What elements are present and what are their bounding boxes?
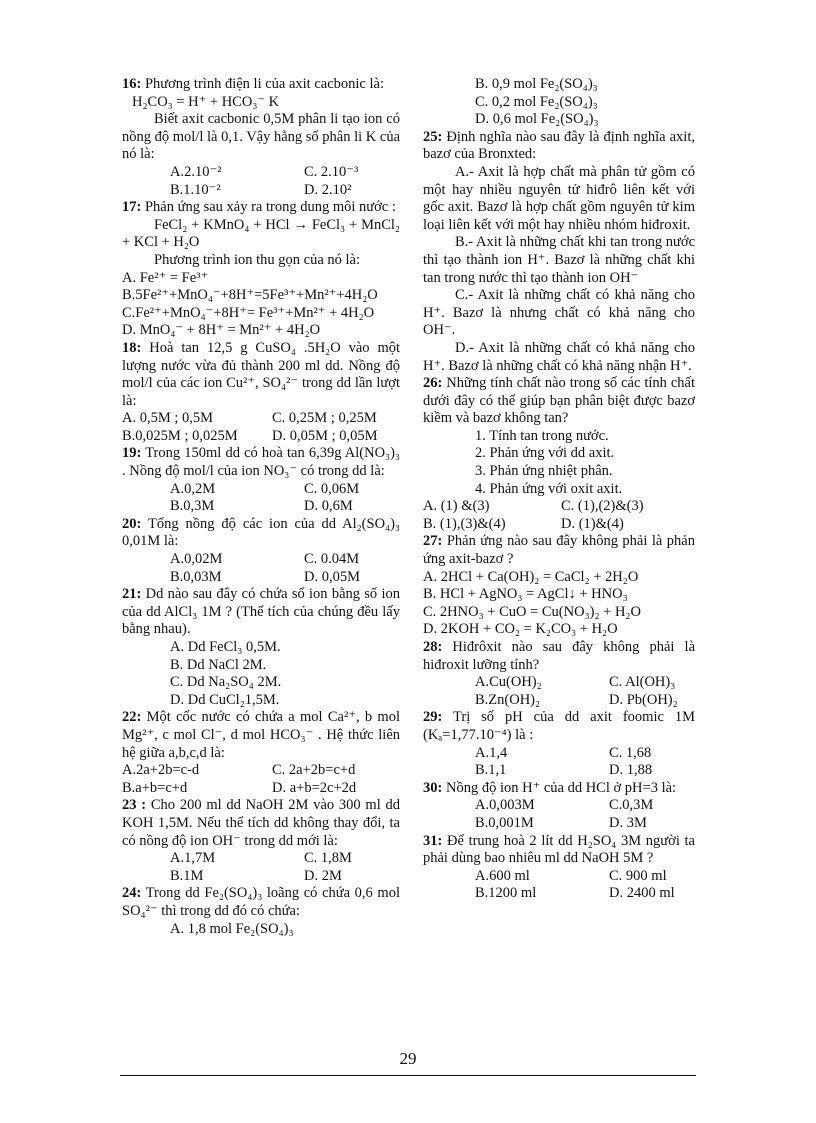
option-d: D. 2KOH + CO₂ = K₂CO₃ + H₂O bbox=[423, 621, 618, 638]
question-18 bbox=[122, 340, 400, 446]
option-b: B.0,001M bbox=[475, 814, 534, 831]
option-c: C. Dd Na₂SO₄ 2M. bbox=[170, 674, 282, 691]
option-d: D. Pb(OH)₂ bbox=[609, 691, 678, 708]
question-stem: Hoà tan 12,5 g CuSO₄ .5H₂O vào một lượng nước vừa đủ thành 200 ml dd. Nồng độ mol/l của các ion Cu²⁺, SO₄²⁻ trong dd lần lượt là: bbox=[122, 339, 400, 409]
option-d: D. a+b=2c+2d bbox=[272, 779, 357, 796]
option-b: B.1200 ml bbox=[475, 885, 537, 902]
question-stem: Tổng nồng độ các ion của dd Al₂(SO₄)₃ 0,01M là: bbox=[122, 515, 400, 550]
question-27 bbox=[423, 533, 695, 639]
question-26 bbox=[423, 375, 695, 533]
option-a: A.600 ml bbox=[475, 867, 530, 884]
option-a: A. Dd FeCl₃ 0,5M. bbox=[170, 639, 281, 655]
equation: FeCl₂ + KMnO₄ + HCl → FeCl₃ + MnCl₂ + KCl + H₂O bbox=[122, 216, 400, 251]
option-c: C. 2HNO₃ + CuO = Cu(NO₃)₂ + H₂O bbox=[423, 603, 641, 620]
question-19 bbox=[122, 445, 400, 515]
question-21 bbox=[122, 586, 400, 709]
option-a: A.0,02M bbox=[170, 551, 223, 568]
option-d: D.- Axit là những chất có khả năng cho H⁺. Bazơ là những chất có khả năng nhận H⁺. bbox=[423, 339, 695, 374]
question-number: 18: bbox=[122, 339, 142, 356]
option-a: A. Fe²⁺ = Fe³⁺ bbox=[122, 269, 209, 286]
option-c: C. 0.04M bbox=[304, 551, 360, 568]
property-3: 3. Phản ứng nhiệt phân. bbox=[475, 463, 613, 480]
option-a: A. 2HCl + Ca(OH)₂ = CaCl₂ + 2H₂O bbox=[423, 568, 639, 585]
option-a: A.2.10⁻² bbox=[170, 163, 222, 180]
option-c: C.Fe²⁺+MnO₄⁻+8H⁺= Fe³⁺+Mn²⁺ + 4H₂O bbox=[122, 304, 375, 321]
question-24 bbox=[122, 885, 400, 938]
option-c: C. 1,68 bbox=[609, 744, 652, 761]
option-b: B.0,3M bbox=[170, 498, 215, 515]
option-d: D. 0,6 mol Fe₂(SO₄)₃ bbox=[475, 111, 599, 128]
option-c: C. 0,2 mol Fe₂(SO₄)₃ bbox=[475, 93, 598, 110]
option-d: D. (1)&(4) bbox=[561, 515, 624, 532]
question-number: 26: bbox=[423, 375, 443, 392]
footer-divider bbox=[120, 1075, 696, 1076]
option-a: A.2a+2b=c-d bbox=[122, 762, 200, 779]
question-number: 22: bbox=[122, 709, 142, 726]
question-number: 20: bbox=[122, 515, 142, 532]
option-b: B.0,025M ; 0,025M bbox=[122, 427, 238, 444]
left-column bbox=[122, 76, 400, 938]
option-a: A. (1) &(3) bbox=[423, 498, 490, 515]
option-c: C. 2.10⁻³ bbox=[304, 163, 359, 180]
question-24-continued bbox=[423, 76, 695, 129]
option-d: D. 0,05M bbox=[304, 568, 360, 585]
option-d: D. 0,6M bbox=[304, 498, 353, 515]
option-b: B.a+b=c+d bbox=[122, 779, 188, 796]
property-2: 2. Phản ứng với dd axit. bbox=[475, 445, 615, 462]
question-23 bbox=[122, 797, 400, 885]
option-d: D. 2M bbox=[304, 867, 342, 884]
question-stem: Nồng độ ion H⁺ của dd HCl ở pH=3 là: bbox=[442, 779, 677, 796]
option-d: D. 3M bbox=[609, 814, 647, 831]
option-c: C.- Axit là những chất có khả năng cho H⁺. Bazơ là nhưng chất có khả năng cho OH⁻. bbox=[423, 287, 695, 339]
question-stem: Phản ứng nào sau đây không phải là phản ứng axit-bazơ ? bbox=[423, 533, 695, 568]
property-4: 4. Phản ứng với oxit axit. bbox=[475, 480, 623, 497]
option-c: C.0,3M bbox=[609, 797, 654, 814]
question-22 bbox=[122, 709, 400, 797]
option-a: A. 1,8 mol Fe₂(SO₄)₃ bbox=[170, 920, 294, 937]
question-31 bbox=[423, 833, 695, 903]
option-b: B.1,1 bbox=[475, 762, 507, 779]
option-a: A.0,2M bbox=[170, 480, 216, 497]
question-stem: Trị số pH của dd axit foomic 1M (Kₐ=1,77.10⁻⁴) là : bbox=[423, 709, 695, 743]
option-a: A.0,003M bbox=[475, 797, 535, 814]
question-stem: Để trung hoà 2 lít dd H₂SO₄ 3M người ta phải dùng bao nhiêu ml dd NaOH 5M ? bbox=[423, 832, 695, 867]
option-a: A.1,7M bbox=[170, 850, 216, 867]
question-stem: Những tính chất nào trong số các tính chất dưới đây có thể giúp bạn phân biệt được bazơ kiềm và bazơ không tan? bbox=[423, 375, 695, 427]
option-d: D. MnO₄⁻ + 8H⁺ = Mn²⁺ + 4H₂O bbox=[122, 322, 321, 339]
question-stem: Hiđrôxit nào sau đây không phải là hiđroxit lưỡng tính? bbox=[423, 639, 695, 673]
option-d: D. 2.10² bbox=[304, 181, 352, 198]
question-number: 16: bbox=[122, 76, 142, 92]
question-number: 19: bbox=[122, 445, 142, 462]
question-text: Biết axit cacbonic 0,5M phân li tạo ion có nồng độ mol/l là 0,1. Vậy hằng số phân li K của nó là: bbox=[122, 111, 401, 163]
question-stem: Trong 150ml dd có hoà tan 6,39g Al(NO₃)₃ . Nồng độ mol/l của ion NO₃⁻ có trong dd là: bbox=[122, 445, 400, 480]
option-b: B. (1),(3)&(4) bbox=[423, 515, 506, 532]
option-b: B.- Axit là những chất khi tan trong nước thì tạo thành ion H⁺. Bazơ là những chất khi tan trong nước thì tạo thành ion OH⁻ bbox=[423, 234, 695, 286]
question-number: 31: bbox=[423, 832, 443, 849]
question-number: 21: bbox=[122, 586, 142, 603]
question-20 bbox=[122, 516, 400, 586]
question-30 bbox=[423, 780, 695, 833]
option-b: B.1.10⁻² bbox=[170, 181, 221, 198]
option-b: B.Zn(OH)₂ bbox=[475, 691, 541, 708]
option-c: C. 1,8M bbox=[304, 850, 352, 867]
question-stem: Phản ứng sau xảy ra trong dung môi nước : bbox=[141, 199, 396, 216]
question-number: 25: bbox=[423, 128, 443, 145]
question-stem: Trong dd Fe₂(SO₄)₃ loãng có chứa 0,6 mol SO₄²⁻ thì trong dd đó có chứa: bbox=[122, 885, 400, 919]
option-c: C. Al(OH)₃ bbox=[609, 674, 676, 691]
right-column bbox=[423, 76, 695, 903]
option-c: C. 900 ml bbox=[609, 867, 667, 884]
question-number: 30: bbox=[423, 779, 443, 796]
option-a: A.Cu(OH)₂ bbox=[475, 674, 542, 691]
option-c: C. (1),(2)&(3) bbox=[561, 498, 644, 515]
option-b: B. HCl + AgNO₃ = AgCl↓ + HNO₃ bbox=[423, 586, 628, 603]
question-stem: Một cốc nước có chứa a mol Ca²⁺, b mol Mg²⁺, c mol Cl⁻, d mol HCO₃⁻ . Hệ thức liên hệ giữa a,b,c,d là: bbox=[122, 709, 400, 761]
question-text: Phương trình ion thu gọn của nó là: bbox=[154, 251, 361, 268]
question-number: 24: bbox=[122, 885, 142, 902]
option-b: B. 0,9 mol Fe₂(SO₄)₃ bbox=[475, 76, 598, 92]
option-a: A.- Axit là hợp chất mà phân tử gồm có một hay nhiều nguyên tử hiđrô liên kết với gốc axit. Bazơ là hợp chất gồm nguyên tử kim loại liên kết với một hay nhiều nhóm hiđroxit. bbox=[423, 163, 695, 233]
question-stem: Cho 200 ml dd NaOH 2M vào 300 ml dd KOH 1,5M. Nếu thể tích dd không thay đổi, ta có nồng độ ion OH⁻ trong dd mới là: bbox=[122, 797, 400, 849]
question-stem: Định nghĩa nào sau đây là định nghĩa axit, bazơ của Bronxted: bbox=[423, 128, 695, 163]
question-number: 17: bbox=[122, 199, 142, 216]
question-number: 27: bbox=[423, 533, 443, 550]
option-a: A.1,4 bbox=[475, 744, 508, 761]
option-d: D. 1,88 bbox=[609, 762, 653, 779]
option-b: B.1M bbox=[170, 867, 204, 884]
question-25 bbox=[423, 129, 695, 375]
question-28 bbox=[423, 639, 695, 709]
option-d: D. 2400 ml bbox=[609, 885, 675, 902]
option-b: B.0,03M bbox=[170, 568, 222, 585]
equation: H₂CO₃ = H⁺ + HCO₃⁻ K bbox=[132, 93, 280, 110]
page-number: 29 bbox=[399, 1049, 417, 1068]
question-stem: Phương trình điện li của axit cacbonic là: bbox=[141, 76, 384, 92]
question-17 bbox=[122, 199, 400, 340]
option-b: B. Dd NaCl 2M. bbox=[170, 656, 267, 673]
question-29 bbox=[423, 709, 695, 779]
option-d: D. Dd CuCl₂1,5M. bbox=[170, 691, 280, 708]
option-c: C. 0,06M bbox=[304, 480, 360, 497]
question-number: 23 : bbox=[122, 797, 147, 814]
option-a: A. 0,5M ; 0,5M bbox=[122, 410, 214, 427]
question-number: 28: bbox=[423, 639, 443, 655]
option-b: B.5Fe²⁺+MnO₄⁻+8H⁺=5Fe³⁺+Mn²⁺+4H₂O bbox=[122, 287, 378, 304]
property-1: 1. Tính tan trong nước. bbox=[475, 427, 609, 444]
option-c: C. 0,25M ; 0,25M bbox=[272, 410, 377, 427]
question-16 bbox=[122, 76, 400, 199]
option-c: C. 2a+2b=c+d bbox=[272, 762, 356, 779]
option-d: D. 0,05M ; 0,05M bbox=[272, 427, 378, 444]
question-number: 29: bbox=[423, 709, 443, 726]
question-stem: Dd nào sau đây có chứa số ion bằng số ion của dd AlCl₃ 1M ? (Thể tích của chúng đều lấy bằng nhau). bbox=[122, 586, 400, 638]
